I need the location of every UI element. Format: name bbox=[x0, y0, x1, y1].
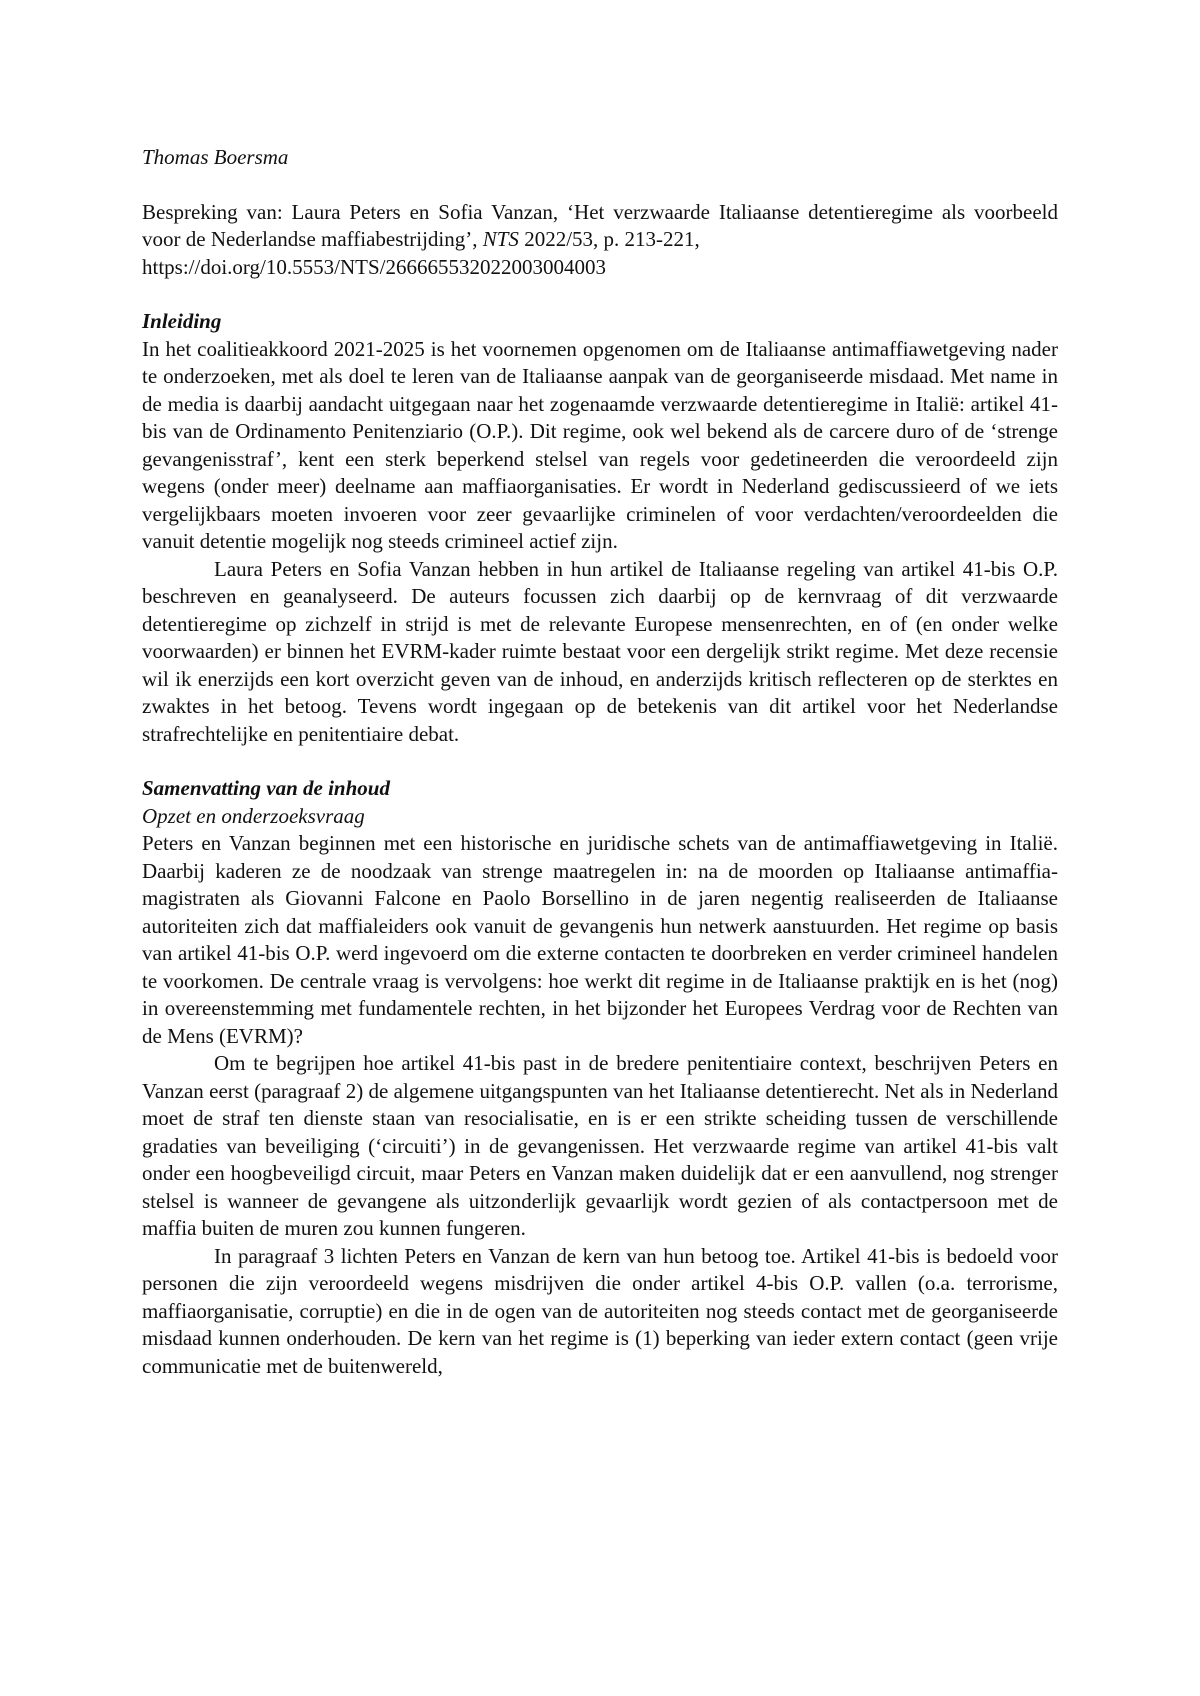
intro-paragraph-1: In het coalitieakkoord 2021-2025 is het voornemen opgenomen om de Italiaanse antimaffiawetgeving nader te onderzoeken, met als doel te leren van de Italiaanse aanpak van de georganiseerde misdaad. Met name in de media is daarbij aandacht uitgegaan naar het zogenaamde verzwaarde detentieregime in Italië: artikel 41-bis van de Ordinamento Penitenziario (O.P.). Dit regime, ook wel bekend als de carcere duro of de ‘strenge gevangenisstraf’, kent een sterk beperkend stelsel van regels voor gedetineerden die veroordeeld zijn wegens (onder meer) deelname aan maffiaorganisaties. Er wordt in Nederland gediscussieerd of we iets vergelijkbaars moeten invoeren voor zeer gevaarlijke criminelen of voor verdachten/veroordeelden die vanuit detentie mogelijk nog steeds crimineel actief zijn. bbox=[142, 336, 1058, 553]
article-reference bbox=[142, 199, 1058, 282]
subsection-heading-setup: Opzet en onderzoeksvraag bbox=[142, 803, 365, 828]
reference-doi: https://doi.org/10.5553/NTS/266665532022003004003 bbox=[142, 254, 606, 279]
section-heading-intro: Inleiding bbox=[142, 309, 222, 333]
document-body bbox=[142, 144, 1058, 1407]
section-intro bbox=[142, 308, 1058, 748]
reference-journal: NTS bbox=[482, 227, 519, 251]
section-heading-summary: Samenvatting van de inhoud bbox=[142, 776, 390, 800]
author-name: Thomas Boersma bbox=[142, 145, 289, 169]
summary-paragraph-3: In paragraaf 3 lichten Peters en Vanzan de kern van hun betoog toe. Artikel 41-bis is bedoeld voor personen die zijn veroordeeld wegens misdrijven die onder artikel 4-bis O.P. vallen (o.a. terrorisme, maffiaorganisatie, corruptie) en die in de ogen van de autoriteiten nog steeds contact met de georganiseerde misdaad kunnen onderhouden. De kern van het regime is (1) beperking van ieder extern contact (geen vrije communicatie met de buitenwereld, bbox=[142, 1243, 1058, 1378]
intro-paragraph-2: Laura Peters en Sofia Vanzan hebben in hun artikel de Italiaanse regeling van artikel 41-bis O.P. beschreven en geanalyseerd. De auteurs focussen zich daarbij op de kernvraag of dit verzwaarde detentieregime op zichzelf in strijd is met de relevante Europese mensenrechten, en of (en onder welke voorwaarden) er binnen het EVRM-kader ruimte bestaat voor een dergelijk strikt regime. Met deze recensie wil ik enerzijds een kort overzicht geven van de inhoud, en anderzijds kritisch reflecteren op de sterktes en zwaktes in het betoog. Tevens wordt ingegaan op de betekenis van dit artikel voor het Nederlandse strafrechtelijke en penitentiaire debat. bbox=[142, 556, 1058, 746]
reference-lead: Bespreking van: Laura Peters en Sofia Vanzan, ‘Het verzwaarde Italiaanse detentieregime als voorbeeld voor de Nederlandse maffiabestrijding’, bbox=[142, 199, 1058, 251]
summary-paragraph-1: Peters en Vanzan beginnen met een historische en juridische schets van de antimaffiawetgeving in Italië. Daarbij kaderen ze de noodzaak van strenge maatregelen in: na de moorden op Italiaanse antimaffia-magistraten als Giovanni Falcone en Paolo Borsellino in de jaren negentig realiseerden de Italiaanse autoriteiten zich dat maffialeiders ook vanuit de gevangenis hun netwerk aanstuurden. Het regime op basis van artikel 41-bis O.P. werd ingevoerd om die externe contacten te doorbreken en verder crimineel handelen te voorkomen. De centrale vraag is vervolgens: hoe werkt dit regime in de Italiaanse praktijk en is het (nog) in overeenstemming met fundamentele rechten, in het bijzonder het Europees Verdrag voor de Rechten van de Mens (EVRM)? bbox=[142, 831, 1058, 1048]
reference-tail: 2022/53, p. 213-221, bbox=[524, 227, 700, 251]
summary-paragraph-2: Om te begrijpen hoe artikel 41-bis past in de bredere penitentiaire context, beschrijven Peters en Vanzan eerst (paragraaf 2) de algemene uitgangspunten van het Italiaanse detentierecht. Net als in Nederland moet de straf ten dienste staan van resocialisatie, en is er een strikte scheiding tussen de verschillende gradaties van beveiliging (‘circuiti’) in de gevangenissen. Het verzwaarde regime van artikel 41-bis valt onder een hoogbeveiligd circuit, maar Peters en Vanzan maken duidelijk dat er een aanvullend, nog strenger stelsel is wanneer de gevangene als uitzonderlijk gevaarlijk wordt gezien of als contactpersoon met de maffia buiten de muren zou kunnen fungeren. bbox=[142, 1051, 1058, 1240]
section-summary bbox=[142, 775, 1058, 1380]
